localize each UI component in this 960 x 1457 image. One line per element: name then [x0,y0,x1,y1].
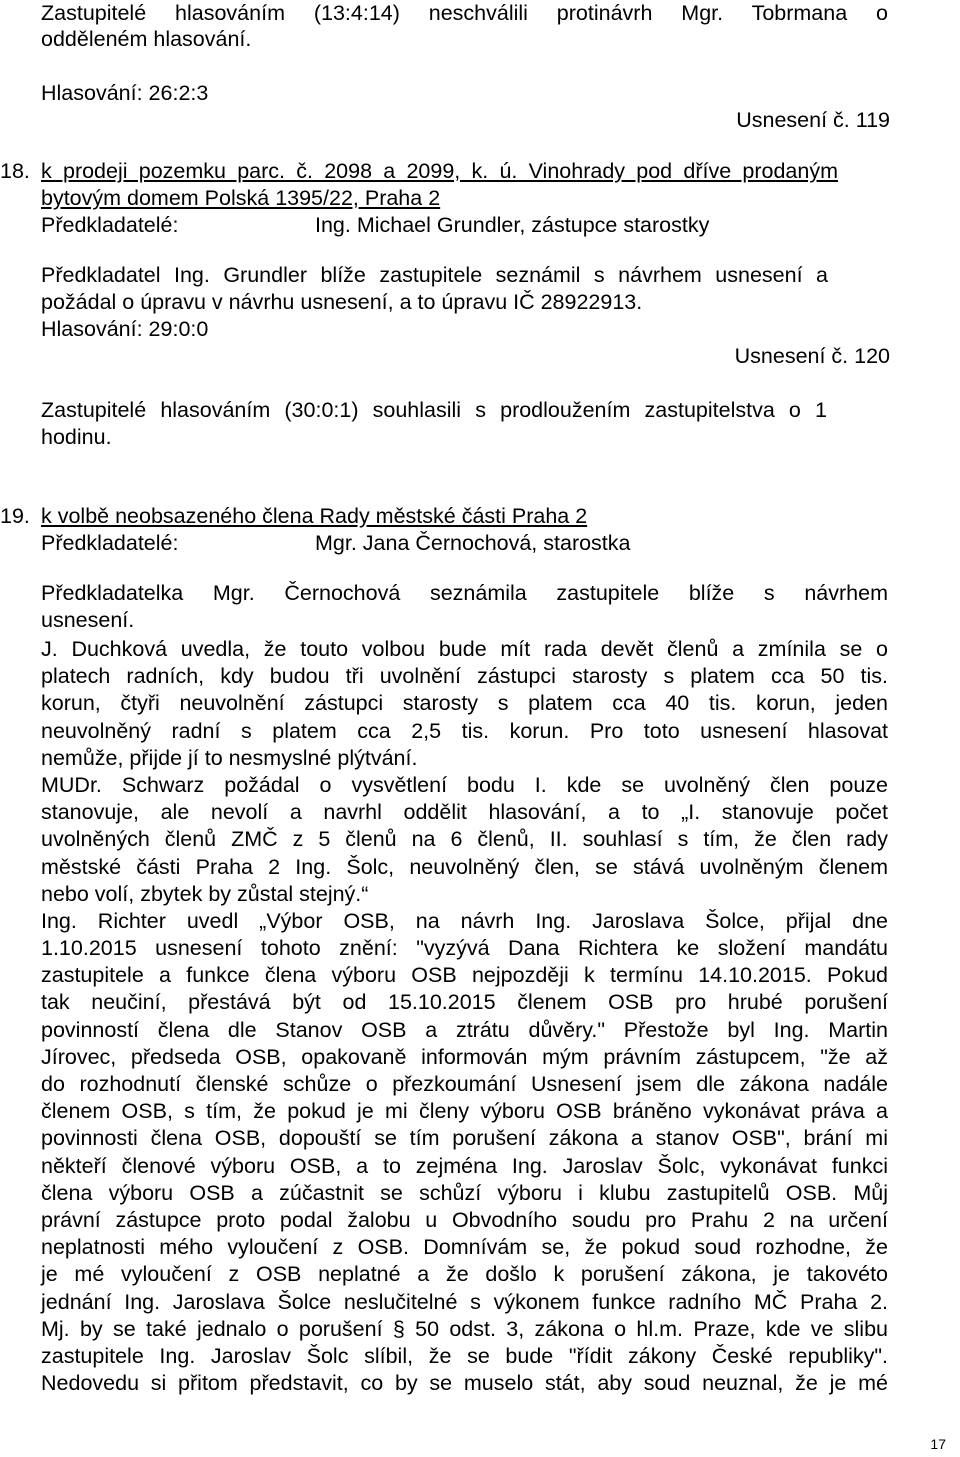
paragraph-line: usnesení. [41,608,135,632]
discussion-text [41,636,888,1397]
paragraph-line: platech radních, kdy budou tři uvolnění zástupci starosty s platem cca 50 tis. [41,664,888,689]
resolution-number: Usnesení č. 119 [736,108,890,132]
paragraph-line: Nedovedu si přitom představit, co by se muselo stát, aby soud neuznal, že je mé [41,1371,888,1396]
paragraph-line: uvolněných členů ZMČ z 5 členů na 6 členů, II. souhlasí s tím, že člen rady [41,827,888,852]
paragraph-line: městské části Praha 2 Ing. Šolc, neuvolněný člen, se stává uvolněným členem [41,854,888,879]
item-number: 19. [0,504,30,528]
paragraph-line: Mj. by se také jednalo o porušení § 50 odst. 3, zákona o hl.m. Praze, kde ve slibu [41,1316,888,1341]
paragraph-line: Předkladatel Ing. Grundler blíže zastupitele seznámil s návrhem usnesení a [41,263,828,287]
paragraph-line: nemůže, přijde jí to nesmyslné plýtvání. [41,745,418,770]
paragraph-line: právní zástupce proto podal žalobu u Obvodního soudu pro Prahu 2 na určení [41,1207,888,1232]
presenters-label: Předkladatelé: [41,213,179,237]
paragraph-line: zastupitele a funkce člena výboru OSB nejpozději k termínu 14.10.2015. Pokud [41,963,888,988]
paragraph-line: je mé vyloučení z OSB neplatné a že došlo k porušení zákona, je takovéto [41,1262,888,1287]
paragraph-line: MUDr. Schwarz požádal o vysvětlení bodu I. kde se uvolněný člen pouze [41,772,888,797]
paragraph-line: neuvolněný radní s platem cca 2,5 tis. korun. Pro toto usnesení hlasovat [41,718,888,743]
paragraph-line: člena výboru OSB a zúčastnit se schůzí výboru i klubu zastupitelů OSB. Můj [41,1180,888,1205]
resolution-number: Usnesení č. 120 [734,344,890,368]
paragraph-line: jednání Ing. Jaroslava Šolce neslučitelné s výkonem funkce radního MČ Praha 2. [41,1289,888,1314]
paragraph-line: hodinu. [41,425,112,449]
paragraph-line: tak neučiní, přestává být od 15.10.2015 členem OSB pro hrubé porušení [41,990,888,1015]
paragraph-line: 1.10.2015 usnesení tohoto znění: "vyzývá Dana Richtera ke složení mandátu [41,936,888,961]
paragraph-line: zastupitele Ing. Jaroslav Šolc slíbil, že se bude "řídit zákony České republiky". [41,1343,888,1368]
paragraph-line: nebo volí, zbytek by zůstal stejný.“ [41,881,369,906]
paragraph-line: J. Duchková uvedla, že touto volbou bude mít rada devět členů a zmínila se o [41,637,888,661]
item-number: 18. [0,159,30,183]
paragraph-line: Jírovec, předseda OSB, opakovaně informován mým právním zástupcem, "že až [41,1044,888,1069]
paragraph-line: Předkladatelka Mgr. Černochová seznámila zastupitele blíže s návrhem [41,581,888,605]
item-title: bytovým domem Polská 1395/22, Praha 2 [41,186,441,210]
presenters-label: Předkladatelé: [41,531,179,555]
paragraph-line: odděleném hlasování. [41,27,252,51]
paragraph-line: Ing. Richter uvedl „Výbor OSB, na návrh Ing. Jaroslava Šolce, přijal dne [41,908,888,933]
page-number: 17 [930,1436,946,1452]
paragraph-line: Zastupitelé hlasováním (13:4:14) neschválili protinávrh Mgr. Tobrmana o [41,1,888,25]
paragraph-line: povinností člena dle Stanov OSB a ztrátu důvěry." Přestože byl Ing. Martin [41,1017,888,1042]
presenters-value: Ing. Michael Grundler, zástupce starostky [315,213,710,237]
item-title: k prodeji pozemku parc. č. 2098 a 2099, k. ú. Vinohrady pod dříve prodaným [41,159,838,183]
presenters-value: Mgr. Jana Černochová, starostka [315,531,631,555]
paragraph-line: členem OSB, s tím, že pokud je mi členy výboru OSB bráněno vykonávat práva a [41,1099,888,1124]
paragraph-line: někteří členové výboru OSB, a to zejména Ing. Jaroslav Šolc, vykonávat funkci [41,1153,888,1178]
paragraph-line: stanovuje, ale nevolí a navrhl oddělit hlasování, a to „I. stanovuje počet [41,800,888,825]
paragraph-line: povinnosti člena OSB, dopouští se tím porušení zákona a stanov OSB", brání mi [41,1126,888,1151]
paragraph-line: požádal o úpravu v návrhu usnesení, a to úpravu IČ 28922913. [41,290,643,314]
vote-result: Hlasování: 26:2:3 [41,81,209,105]
paragraph-line: Zastupitelé hlasováním (30:0:1) souhlasili s prodloužením zastupitelstva o 1 [41,398,827,422]
paragraph-line: neplatnosti mého vyloučení z OSB. Domnívám se, že pokud soud rozhodne, že [41,1235,888,1260]
vote-result: Hlasování: 29:0:0 [41,317,209,341]
paragraph-line: korun, čtyři neuvolnění zástupci starosty s platem cca 40 tis. korun, jeden [41,691,888,716]
item-title: k volbě neobsazeného člena Rady městské části Praha 2 [41,504,588,528]
paragraph-line: do rozhodnutí členské schůze o přezkoumání Usnesení jsem dle zákona nadále [41,1072,888,1096]
